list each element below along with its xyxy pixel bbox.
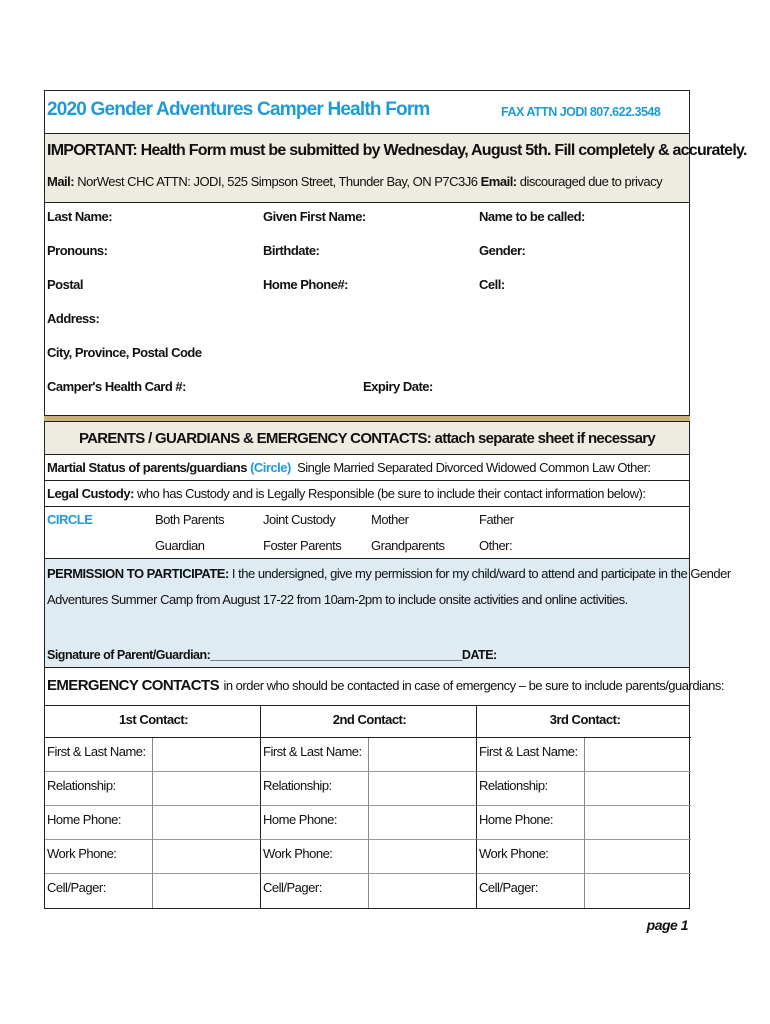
emergency-text: in order who should be contacted in case of emergency – be sure to include parents/guardians: (223, 678, 725, 693)
contact-3-cell-field[interactable] (585, 874, 691, 908)
option-both-parents[interactable]: Both Parents (155, 512, 225, 527)
marital-options[interactable]: Single Married Separated Divorced Widowed Common Law Other: (297, 460, 651, 475)
circle-label: CIRCLE (47, 512, 93, 527)
name-called-label[interactable]: Name to be called: (479, 209, 585, 224)
parents-heading-row (44, 422, 690, 454)
contact-1-home-phone-field[interactable] (153, 806, 261, 840)
option-mother[interactable]: Mother (371, 512, 409, 527)
contact-2-work-phone-label: Work Phone: (261, 840, 369, 874)
email-note: discouraged due to privacy (519, 174, 663, 189)
contact-1-relationship-label: Relationship: (45, 772, 153, 806)
given-first-name-label[interactable]: Given First Name: (263, 209, 366, 224)
city-label[interactable]: City, Province, Postal Code (47, 345, 202, 360)
section-divider (44, 415, 690, 422)
option-father[interactable]: Father (479, 512, 514, 527)
page-number: page 1 (646, 917, 688, 933)
contact-3-name-field[interactable] (585, 738, 691, 772)
title-row (44, 90, 690, 134)
contact-1-header: 1st Contact: (45, 706, 261, 738)
form-title: 2020 Gender Adventures Camper Health Form (47, 99, 430, 120)
contact-2-header: 2nd Contact: (261, 706, 477, 738)
permission-label: PERMISSION TO PARTICIPATE: (47, 566, 229, 581)
home-phone-label[interactable]: Home Phone#: (263, 277, 349, 292)
marital-status-line (47, 460, 651, 475)
custody-label: Legal Custody: (47, 486, 134, 501)
permission-section (44, 558, 731, 667)
contact-3-cell-label: Cell/Pager: (477, 874, 585, 908)
contact-2-name-field[interactable] (369, 738, 477, 772)
email-label: Email: (480, 174, 517, 189)
fax-info: FAX ATTN JODI 807.622.3548 (501, 105, 661, 119)
mail-address: NorWest CHC ATTN: JODI, 525 Simpson Street, Thunder Bay, ON P7C3J6 (77, 174, 478, 189)
contact-2-relationship-label: Relationship: (261, 772, 369, 806)
custody-row (44, 480, 690, 506)
option-foster-parents[interactable]: Foster Parents (263, 538, 342, 553)
signature-line[interactable]: Signature of Parent/Guardian:_______________________________________DATE: (47, 648, 497, 662)
contact-1-name-label: First & Last Name: (45, 738, 153, 772)
contact-3-home-phone-field[interactable] (585, 806, 691, 840)
contact-2-work-phone-field[interactable] (369, 840, 477, 874)
contact-1-name-field[interactable] (153, 738, 261, 772)
emergency-contacts-table (44, 705, 690, 909)
camper-info-section (44, 202, 690, 415)
notice-row (44, 134, 747, 202)
contact-1-work-phone-field[interactable] (153, 840, 261, 874)
gender-label[interactable]: Gender: (479, 243, 526, 258)
contact-1-cell-label: Cell/Pager: (45, 874, 153, 908)
address-label[interactable]: Address: (47, 311, 100, 326)
important-notice: IMPORTANT: Health Form must be submitted by Wednesday, August 5th. Fill completely & accurately. (47, 142, 747, 159)
contact-1-relationship-field[interactable] (153, 772, 261, 806)
custody-options-row (44, 506, 690, 558)
contact-3-home-phone-label: Home Phone: (477, 806, 585, 840)
expiry-date-label[interactable]: Expiry Date: (363, 379, 433, 394)
contact-3-work-phone-field[interactable] (585, 840, 691, 874)
permission-text-1: I the undersigned, give my permission for my child/ward to attend and participate in the Gender (231, 566, 731, 581)
marital-status-row (44, 454, 690, 480)
parents-heading: PARENTS / GUARDIANS & EMERGENCY CONTACTS: attach separate sheet if necessary (78, 430, 656, 447)
contact-2-home-phone-label: Home Phone: (261, 806, 369, 840)
emergency-intro (47, 677, 724, 695)
permission-text-2: Adventures Summer Camp from August 17-22 from 10am-2pm to include onsite activities and online activities. (47, 592, 628, 607)
emergency-label: EMERGENCY CONTACTS (47, 677, 219, 694)
contact-2-name-label: First & Last Name: (261, 738, 369, 772)
health-form (44, 90, 747, 939)
option-other[interactable]: Other: (479, 538, 513, 553)
mail-label: Mail: (47, 174, 75, 189)
marital-label: Martial Status of parents/guardians (47, 460, 247, 475)
pronouns-label[interactable]: Pronouns: (47, 243, 108, 258)
contact-3-relationship-label: Relationship: (477, 772, 585, 806)
contact-1-home-phone-label: Home Phone: (45, 806, 153, 840)
contact-3-relationship-field[interactable] (585, 772, 691, 806)
birthdate-label[interactable]: Birthdate: (263, 243, 320, 258)
contact-3-name-label: First & Last Name: (477, 738, 585, 772)
last-name-label[interactable]: Last Name: (47, 209, 113, 224)
option-grandparents[interactable]: Grandparents (371, 538, 445, 553)
contact-1-work-phone-label: Work Phone: (45, 840, 153, 874)
emergency-intro-row (44, 667, 725, 705)
custody-line (47, 486, 645, 501)
marital-circle-note: (Circle) (250, 460, 291, 475)
option-joint-custody[interactable]: Joint Custody (263, 512, 336, 527)
health-card-label[interactable]: Camper's Health Card #: (47, 379, 186, 394)
postal-label[interactable]: Postal (47, 277, 84, 292)
footer (44, 909, 690, 939)
contact-3-header: 3rd Contact: (477, 706, 691, 738)
contact-2-relationship-field[interactable] (369, 772, 477, 806)
custody-text: who has Custody and is Legally Responsible (be sure to include their contact information below): (137, 486, 646, 501)
contact-2-cell-field[interactable] (369, 874, 477, 908)
mail-line (47, 174, 662, 189)
contact-1-cell-field[interactable] (153, 874, 261, 908)
option-guardian[interactable]: Guardian (155, 538, 205, 553)
permission-line-1 (47, 566, 731, 581)
contact-3-work-phone-label: Work Phone: (477, 840, 585, 874)
cell-label[interactable]: Cell: (479, 277, 505, 292)
contact-2-home-phone-field[interactable] (369, 806, 477, 840)
contact-2-cell-label: Cell/Pager: (261, 874, 369, 908)
